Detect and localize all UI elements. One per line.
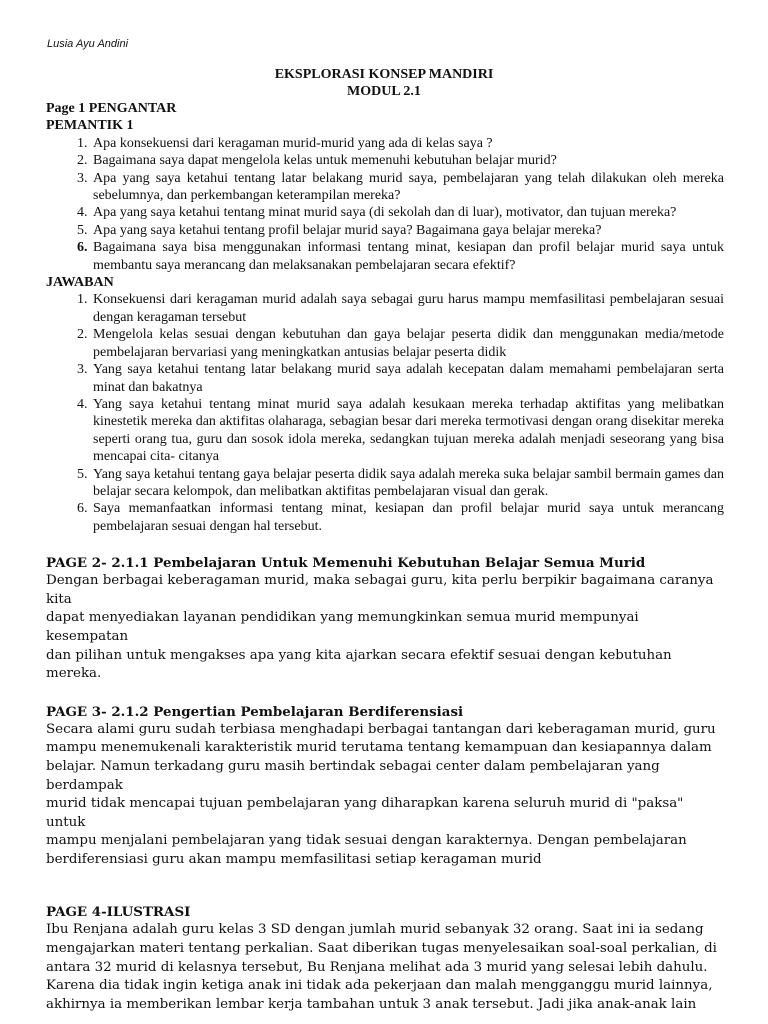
page4-heading: PAGE 4-ILUSTRASI [46,904,191,921]
text-line: berdiferensiasi guru akan mampu memfasilitasi setiap keragaman murid [46,851,542,867]
text-line: murid tidak mencapai tujuan pembelajaran yang diharapkan karena seluruh murid di "paksa" untuk [46,796,684,830]
list-item: 6. Bagaimana saya bisa menggunakan informasi tentang minat, kesiapan dan profil belajar murid saya untuk membantu saya merancang dan melaksanakan pembelajaran secara efektif? [91,239,724,274]
question-list [46,135,724,274]
text-line: akhirnya ia memberikan lembar kerja tambahan untuk 3 anak tersebut. Jadi jika anak-anak lain [46,996,697,1012]
document-title [0,66,768,100]
list-item: 4. Yang saya ketahui tentang minat murid saya adalah kesukaan mereka terhadap aktifitas yang melibatkan kinestetik mereka dan aktifitas olaharaga, sebagian besar dari mereka termotivasi dengan orang disekitar mereka seperti orang tua, guru dan sosok idola mereka, sedangkan tujuan mereka adalah menjadi seseorang yang bisa mencapai cita- citanya [91,396,724,466]
text-line: Karena dia tidak ingin ketiga anak ini tidak ada pekerjaan dan malah mengganggu murid lainnya, [46,978,713,994]
text-line: mengajarkan materi tentang perkalian. Saat diberikan tugas menyelesaikan soal-soal perkalian, di [46,941,717,957]
list-item: 3. Apa yang saya ketahui tentang latar belakang murid saya, pembelajaran yang telah dilakukan oleh mereka sebelumnya, dan perkembangan keterampilan mereka? [91,170,724,205]
text-line: mampu menemukenali karakteristik murid terutama tentang kemampuan dan kesiapannya dalam [46,740,712,756]
text-line: mampu menjalani pembelajaran yang tidak sesuai dengan karakternya. Dengan pembelajaran [46,833,687,849]
list-item: 6. Saya memanfaatkan informasi tentang minat, kesiapan dan profil belajar murid saya untuk merancang pembelajaran sesuai dengan hal tersebut. [91,500,724,535]
author-name: Lusia Ayu Andini [47,38,129,50]
pemantik-heading: PEMANTIK 1 [46,118,134,134]
list-item: 1. Konsekuensi dari keragaman murid adalah saya sebagai guru harus mampu memfasilitasi pembelajaran sesuai dengan keragaman tersebut [91,291,724,326]
title-line-2: MODUL 2.1 [347,84,421,99]
title-line-1: EKSPLORASI KONSEP MANDIRI [274,67,494,82]
text-line: Ibu Renjana adalah guru kelas 3 SD dengan jumlah murid sebanyak 32 orang. Saat ini ia sedang [46,922,704,938]
list-item: 5. Yang saya ketahui tentang gaya belajar peserta didik saya adalah mereka suka belajar sambil bermain games dan belajar secara kelompok, dan melibatkan aktifitas pembelajaran visual dan gerak. [91,466,724,501]
page2-heading: PAGE 2- 2.1.1 Pembelajaran Untuk Memenuhi Kebutuhan Belajar Semua Murid [46,555,646,572]
page3-heading: PAGE 3- 2.1.2 Pengertian Pembelajaran Berdiferensiasi [46,703,464,720]
list-item: 3. Yang saya ketahui tentang latar belakang murid saya adalah kecepatan dalam memahami pembelajaran serta minat dan bakatnya [91,361,724,396]
jawaban-heading: JAWABAN [46,275,114,291]
list-item: 5. Apa yang saya ketahui tentang profil belajar murid saya? Bagaimana gaya belajar mereka? [91,222,724,239]
list-item: 1. Apa konsekuensi dari keragaman murid-murid yang ada di kelas saya ? [91,135,724,152]
text-line: Dengan berbagai keberagaman murid, maka sebagai guru, kita perlu berpikir bagaimana caranya kita [46,573,714,607]
text-line: Secara alami guru sudah terbiasa menghadapi berbagai tantangan dari keberagaman murid, guru [46,721,716,737]
list-item: 2. Bagaimana saya dapat mengelola kelas untuk memenuhi kebutuhan belajar murid? [91,152,724,169]
page4-paragraph [46,921,724,1014]
text-line: dan pilihan untuk mengakses apa yang kita ajarkan secara efektif sesuai dengan kebutuhan mereka. [46,647,672,682]
page3-paragraph [46,721,724,870]
page1-heading: Page 1 PENGANTAR [46,101,177,116]
document-body [46,100,724,1014]
answer-list [46,291,724,535]
text-line: antara 32 murid di kelasnya tersebut, Bu Renjana melihat ada 3 murid yang selesai lebih dahulu. [46,959,708,975]
list-item: 4. Apa yang saya ketahui tentang minat murid saya (di sekolah dan di luar), motivator, dan tujuan mereka? [91,204,724,221]
text-line: dapat menyediakan layanan pendidikan yang memungkinkan semua murid mempunyai kesempatan [46,610,639,644]
text-line: belajar. Namun terkadang guru masih bertindak sebagai center dalam pembelajaran yang berdampak [46,758,660,793]
page2-paragraph [46,572,724,684]
list-item: 2. Mengelola kelas sesuai dengan kebutuhan dan gaya belajar peserta didik dan menggunakan media/metode pembelajaran bervariasi yang meningkatkan antusias belajar peserta didik [91,326,724,361]
